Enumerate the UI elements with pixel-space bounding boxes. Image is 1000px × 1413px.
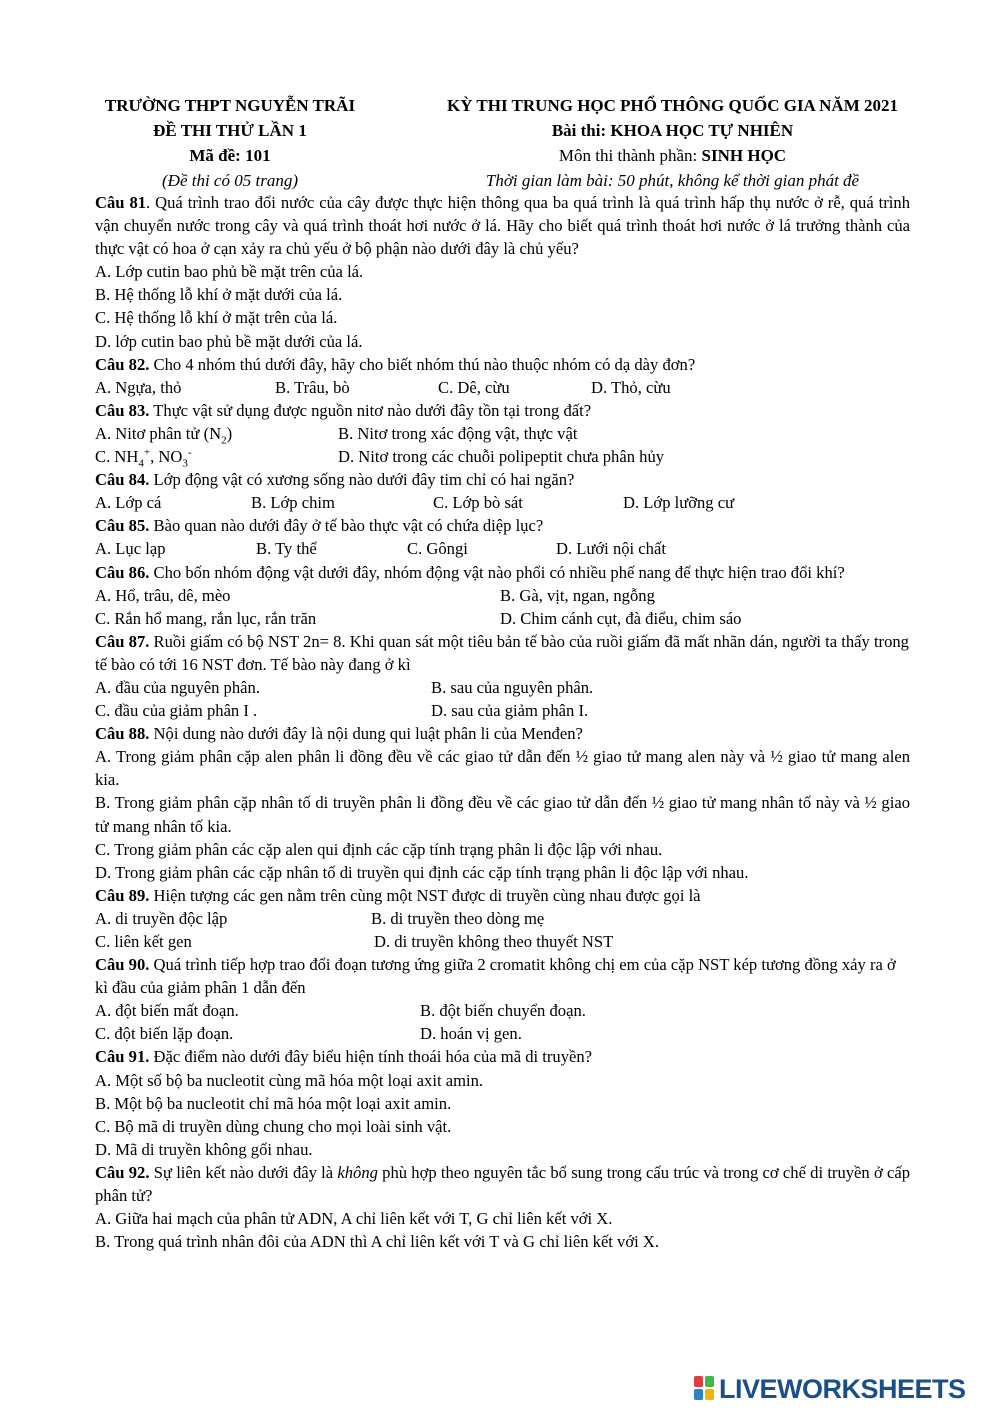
answer-85-a: A. Lục lạp	[95, 539, 166, 559]
exam-code: Mã đề: 101	[189, 146, 271, 165]
answers-83-ab	[95, 422, 910, 445]
answer-90-a: A. đột biến mất đoạn.	[95, 1001, 239, 1021]
answer-91-c: C. Bộ mã di truyền dùng chung cho mọi loài sinh vật.	[95, 1116, 452, 1136]
answer-85-b: B. Ty thể	[256, 539, 317, 559]
answer-85-d: D. Lưới nội chất	[556, 539, 666, 559]
answer-86-b: B. Gà, vịt, ngan, ngỗng	[500, 585, 655, 605]
question-number: Câu 91.	[95, 1047, 150, 1067]
answer-83-c-sub1: 4	[138, 457, 144, 470]
logo-text: LIVEWORKSHEETS	[719, 1373, 966, 1404]
answer-84-a: A. Lớp cá	[95, 493, 162, 513]
answer-90-c: C. đột biến lặp đoạn.	[95, 1024, 234, 1044]
exam-time: Thời gian làm bài: 50 phút, không kể thời gian phát đề	[485, 171, 860, 190]
answer-83-c-sub2: 3	[182, 457, 188, 470]
component-label: Môn thi thành phần:	[558, 146, 702, 165]
answer-84-c: C. Lớp bò sát	[433, 493, 523, 513]
answers-84	[95, 491, 910, 514]
answer-83-d: D. Nitơ trong các chuỗi polipeptit chưa phân hủy	[338, 447, 665, 467]
question-text: Quá trình tiếp hợp trao đổi đoạn tương ứng giữa 2 cromatit không chị em của cặp NST kép tương đồng xảy ra ở kì đầu của giảm phân 1 dẫn đến	[95, 955, 896, 998]
question-82	[95, 353, 910, 376]
question-text: Đặc điểm nào dưới đây biểu hiện tính thoái hóa của mã di truyền?	[149, 1047, 593, 1067]
question-85	[95, 514, 910, 537]
answer-89-a: A. di truyền độc lập	[95, 908, 228, 928]
question-number: Câu 89.	[95, 885, 150, 905]
answer-83-c	[95, 445, 192, 468]
answers-86-ab	[95, 584, 910, 607]
question-92	[95, 1161, 910, 1207]
answer-82-b: B. Trâu, bò	[275, 377, 350, 397]
question-number: Câu 81	[95, 193, 147, 212]
answer-92-a: A. Giữa hai mạch của phân tử ADN, A chỉ liên kết với T, G chỉ liên kết với X.	[95, 1209, 613, 1229]
answers-87-ab	[95, 676, 910, 699]
liveworksheets-logo	[694, 1374, 966, 1404]
logo-mark-icon	[694, 1376, 716, 1402]
answer-90-d: D. hoán vị gen.	[420, 1024, 522, 1044]
answer-89-d: D. di truyền không theo thuyết NST	[374, 932, 614, 951]
answer-82-d: D. Thỏ, cừu	[591, 377, 671, 397]
question-text: Ruồi giấm có bộ NST 2n= 8. Khi quan sát một tiêu bản tế bào của ruồi giấm đã mất nhãn dán, người ta thấy trong tế bào có tới 16 NST đơn. Tế bào này đang ở kì	[95, 631, 909, 674]
question-87	[95, 630, 910, 676]
question-number: Câu 87.	[95, 631, 150, 651]
answers-89-ab	[95, 907, 910, 930]
answer-82-c: C. Dê, cừu	[438, 377, 510, 397]
answer-83-c-text: C. NH	[95, 447, 139, 467]
question-number: Câu 86.	[95, 562, 150, 582]
answer-87-c: C. đầu của giảm phân I .	[95, 701, 258, 721]
question-number: Câu 84.	[95, 470, 150, 490]
answer-89-b: B. di truyền theo dòng mẹ	[371, 908, 545, 928]
exam-title: KỲ THI TRUNG HỌC PHỔ THÔNG QUỐC GIA NĂM 2021	[446, 96, 898, 115]
question-text-end: phù hợp theo nguyên tắc bổ sung trong cấu trúc và trong cơ chế di truyền ở cấp phân tử?	[95, 1162, 910, 1206]
question-list	[95, 191, 910, 1253]
question-number: Câu 83.	[95, 400, 150, 420]
answer-85-c: C. Gôngi	[407, 539, 468, 559]
question-88	[95, 722, 910, 745]
exam-component	[400, 145, 945, 166]
school-name: TRƯỜNG THPT NGUYỄN TRÃI	[104, 96, 356, 115]
question-86	[95, 561, 910, 584]
page-count: (Đề thi có 05 trang)	[162, 171, 298, 190]
answer-91-a: A. Một số bộ ba nucleotit cùng mã hóa một loại axit amin.	[95, 1070, 484, 1090]
answers-90-ab	[95, 999, 910, 1022]
answer-91-b: B. Một bộ ba nucleotit chỉ mã hóa một loại axit amin.	[95, 1093, 452, 1113]
question-number: Câu 90.	[95, 955, 150, 975]
answers-90-cd	[95, 1022, 910, 1045]
answer-84-d: D. Lớp lưỡng cư	[623, 493, 735, 513]
answer-87-d: D. sau của giảm phân I.	[431, 701, 589, 721]
answers-87-cd	[95, 699, 910, 722]
answer-92-b: B. Trong quá trình nhân đôi của ADN thì A chỉ liên kết với T và G chỉ liên kết với X.	[95, 1232, 660, 1252]
answers-83-cd	[95, 445, 910, 468]
answer-84-b: B. Lớp chim	[251, 493, 335, 513]
answer-90-b: B. đột biến chuyển đoạn.	[420, 1001, 586, 1021]
question-91	[95, 1045, 910, 1068]
answer-89-c: C. liên kết gen	[95, 932, 192, 951]
question-text: Hiện tượng các gen nằm trên cùng một NST được di truyền cùng nhau được gọi là	[149, 885, 701, 905]
answer-81-a: A. Lớp cutin bao phủ bề mặt trên của lá.	[95, 262, 364, 282]
answer-88-a: A. Trong giảm phân cặp alen phân li đồng đều về các giao tử dẫn đến ½ giao tử mang alen này và ½ giao tử mang alen kia.	[95, 747, 910, 790]
question-text: Bào quan nào dưới đây ở tế bào thực vật có chứa diệp lục?	[149, 516, 544, 536]
answer-83-a	[95, 422, 232, 445]
answers-85	[95, 537, 910, 560]
question-81	[95, 191, 910, 260]
question-text: Sự liên kết nào dưới đây là	[149, 1162, 338, 1182]
answers-82	[95, 376, 910, 399]
answer-88-c: C. Trong giảm phân các cặp alen qui định các cặp tính trạng phân li độc lập với nhau.	[95, 839, 663, 859]
answer-81-b: B. Hệ thống lỗ khí ở mặt dưới của lá.	[95, 285, 343, 305]
question-89	[95, 884, 910, 907]
answer-86-a: A. Hổ, trâu, dê, mèo	[95, 585, 231, 605]
question-number: Câu 88.	[95, 724, 150, 744]
answer-83-b: B. Nitơ trong xác động vật, thực vật	[338, 423, 578, 443]
answer-83-c-sup1: +	[143, 446, 151, 459]
question-90	[95, 953, 910, 999]
question-text: Thực vật sử dụng được nguồn nitơ nào dưới đây tồn tại trong đất?	[149, 400, 592, 420]
answer-86-d: D. Chim cánh cụt, đà điểu, chim sáo	[500, 608, 742, 628]
question-number: Câu 82.	[95, 354, 150, 374]
question-text: Cho bốn nhóm động vật dưới đây, nhóm động vật nào phổi có nhiều phế nang để thực hiện trao đổi khí?	[149, 562, 845, 582]
answer-83-a-text: A. Nitơ phân tử (N	[95, 423, 222, 443]
question-text: . Quá trình trao đổi nước của cây được thực hiện thông qua ba quá trình là quá trình hấp thụ nước ở rễ, quá trình vận chuyển nước trong cây và quá trình thoát hơi nước ở lá. Hãy cho biết quá trình thoát hơi nước ở lá trưởng thành của thực vật có hoa ở cạn xảy ra chủ yếu ở bộ phận nào dưới đây là chủ yếu?	[95, 193, 910, 259]
answers-86-cd	[95, 607, 910, 630]
answer-91-d: D. Mã di truyền không gối nhau.	[95, 1139, 313, 1159]
question-emphasis: không	[337, 1162, 378, 1182]
question-text: Cho 4 nhóm thú dưới đây, hãy cho biết nhóm thú nào thuộc nhóm có dạ dày đơn?	[149, 354, 696, 374]
question-number: Câu 85.	[95, 516, 150, 536]
answer-88-d: D. Trong giảm phân các cặp nhân tố di truyền qui định các cặp tính trạng phân li độc lập với nhau.	[95, 862, 749, 882]
question-text: Nội dung nào dưới đây là nội dung qui luật phân li của Menđen?	[149, 724, 583, 744]
component-name: SINH HỌC	[701, 146, 787, 165]
question-84	[95, 468, 910, 491]
answer-83-a-tail: )	[226, 423, 233, 443]
answer-83-c-mid: , NO	[150, 447, 183, 467]
question-number: Câu 92.	[95, 1162, 150, 1182]
answers-89-cd	[95, 930, 910, 953]
answer-88-b: B. Trong giảm phân cặp nhân tố di truyền phân li đồng đều về các giao tử dẫn đến ½ giao tử mang nhân tố này và ½ giao tử mang nhân tố kia.	[95, 793, 910, 836]
answer-86-c: C. Rắn hổ mang, rắn lục, rắn trăn	[95, 608, 317, 628]
answer-81-c: C. Hệ thống lỗ khí ở mặt trên của lá.	[95, 308, 338, 328]
answer-83-a-sub: 2	[221, 434, 227, 447]
answer-82-a: A. Ngựa, thỏ	[95, 377, 182, 397]
question-83	[95, 399, 910, 422]
answer-81-d: D. lớp cutin bao phủ bề mặt dưới của lá.	[95, 331, 363, 351]
answer-87-b: B. sau của nguyên phân.	[431, 677, 594, 697]
answer-83-c-sup2: -	[187, 446, 192, 459]
question-text: Lớp động vật có xương sống nào dưới đây tim chỉ có hai ngăn?	[149, 470, 575, 490]
answer-87-a: A. đầu của nguyên phân.	[95, 677, 260, 697]
exam-try: ĐỀ THI THỬ LẦN 1	[153, 121, 307, 140]
exam-subject: Bài thi: KHOA HỌC TỰ NHIÊN	[551, 121, 794, 140]
